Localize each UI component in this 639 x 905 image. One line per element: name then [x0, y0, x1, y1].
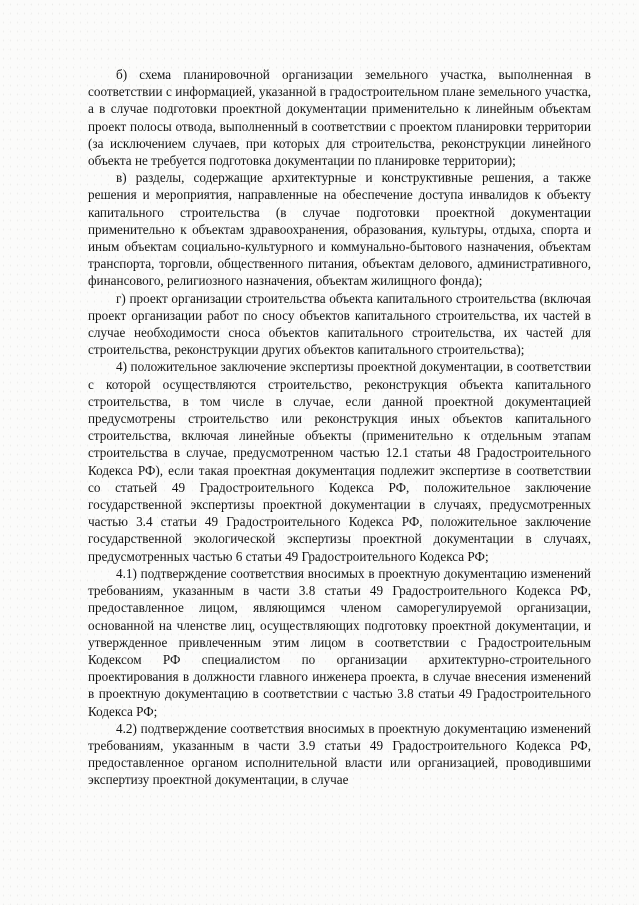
paragraph-4-1-changes-confirmation: 4.1) подтверждение соответствия вносимых в проектную документацию изменений требованиям, указанным в части 3.8 статьи 49 Градостроительного Кодекса РФ, предоставленное лицом, являющимся членом саморегулируемой организации, основанной на членстве лиц, осуществляющих подготовку проектной документации, и утвержденное привлеченным этим лицом в соответствии с Градостроительным Кодексом РФ специалистом по организации архитектурно-строительного проектирования в должности главного инженера проекта, в случае внесения изменений в проектную документацию в соответствии с частью 3.8 статьи 49 Градостроительного Кодекса РФ;: [88, 565, 591, 719]
paragraph-4-expertise-conclusion: 4) положительное заключение экспертизы проектной документации, в соответствии с которой осуществляются строительство, реконструкция объекта капитального строительства, в том числе в случае, если данной проектной документацией предусмотрены строительство или реконструкция иных объектов капитального строительства, включая линейные объекты (применительно к отдельным этапам строительства в случае, предусмотренном частью 12.1 статьи 48 Градостроительного Кодекса РФ), если такая проектная документация подлежит экспертизе в соответствии со статьей 49 Градостроительного Кодекса РФ, положительное заключение государственной экспертизы проектной документации в случаях, предусмотренных частью 3.4 статьи 49 Градостроительного Кодекса РФ, положительное заключение государственной экологической экспертизы проектной документации в случаях, предусмотренных частью 6 статьи 49 Градостроительного Кодекса РФ;: [88, 359, 591, 564]
paragraph-b-site-plan: б) схема планировочной организации земельного участка, выполненная в соответствии с информацией, указанной в градостроительном плане земельного участка, а в случае подготовки проектной документации применительно к линейным объектам проект полосы отвода, выполненный в соответствии с проектом планировки территории (за исключением случаев, при которых для строительства, реконструкции линейного объекта не требуется подготовка документации по планировке территории);: [88, 67, 591, 169]
paragraph-g-construction-project: г) проект организации строительства объекта капитального строительства (включая проект организации работ по сносу объектов капитального строительства, их частей в случае необходимости сноса объектов капитального строительства, их частей для строительства, реконструкции других объектов капитального строительства);: [88, 290, 591, 358]
paragraph-v-architecture-sections: в) разделы, содержащие архитектурные и конструктивные решения, а также решения и мероприятия, направленные на обеспечение доступа инвалидов к объекту капитального строительства (в случае подготовки проектной документации применительно к объектам здравоохранения, образования, культуры, отдыха, спорта и иным объектам социально-культурного и коммунально-бытового назначения, объектам транспорта, торговли, общественного питания, объектам делового, административного, финансового, религиозного назначения, объектам жилищного фонда);: [88, 170, 591, 289]
paragraph-4-2-changes-confirmation: 4.2) подтверждение соответствия вносимых в проектную документацию изменений требованиям, указанным в части 3.9 статьи 49 Градостроительного Кодекса РФ, предоставленное органом исполнительной власти или организацией, проводившими экспертизу проектной документации, в случае: [88, 720, 591, 788]
document-body: [88, 66, 591, 789]
